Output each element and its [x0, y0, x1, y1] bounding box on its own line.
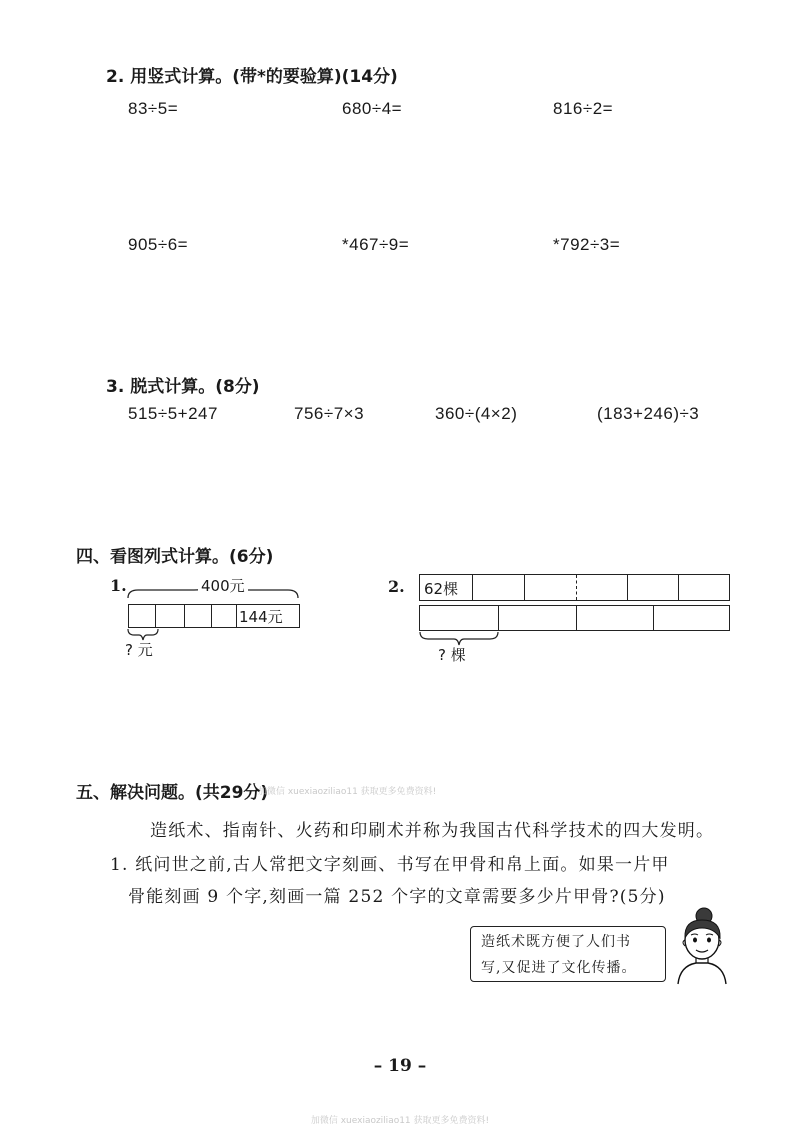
- diagram2-cell-divider: [524, 575, 525, 600]
- diagram1-bar: [128, 604, 300, 628]
- diagram1-total-label: 400元: [198, 575, 248, 596]
- problem-680-div-4: 680÷4=: [342, 99, 403, 118]
- diagram1-known-label: 144元: [239, 608, 283, 626]
- section4-title: 四、看图列式计算。(6分): [76, 547, 274, 567]
- expr-3: 360÷(4×2): [435, 404, 518, 423]
- diagram1-cell-divider: [236, 605, 237, 627]
- diagram2-cell-divider: [576, 575, 577, 600]
- section5-intro: 造纸术、指南针、火药和印刷术并称为我国古代科学技术的四大发明。: [150, 821, 715, 841]
- diagram2-number: 2.: [388, 577, 405, 596]
- problem-905-div-6: 905÷6=: [128, 235, 189, 254]
- speech-bubble-line2: 写,又促进了文化传播。: [481, 960, 637, 976]
- problem-83-div-5: 83÷5=: [128, 99, 179, 118]
- girl-illustration-icon: [666, 906, 736, 986]
- section3-title: 3. 脱式计算。(8分): [106, 377, 260, 397]
- expr-2: 756÷7×3: [294, 404, 365, 423]
- speech-bubble: [470, 926, 666, 982]
- problem-816-div-2: 816÷2=: [553, 99, 614, 118]
- speech-bubble-line1: 造纸术既方便了人们书: [481, 934, 631, 950]
- diagram2-bar-bottom: [419, 605, 730, 631]
- expr-4: (183+246)÷3: [597, 404, 700, 423]
- diagram2-cell-divider: [472, 575, 473, 600]
- diagram2-cell-divider: [627, 575, 628, 600]
- page-number: – 19 –: [373, 1056, 427, 1076]
- diagram1-cell-divider: [211, 605, 212, 627]
- diagram1-cell-divider: [155, 605, 156, 627]
- diagram2-known-label: 62棵: [424, 580, 459, 598]
- diagram1-unknown-label: ? 元: [125, 641, 153, 659]
- problem-467-div-9: *467÷9=: [342, 235, 410, 254]
- diagram2-cell-divider: [653, 606, 654, 630]
- diagram2-cell-divider: [576, 606, 577, 630]
- diagram2-cell-divider: [678, 575, 679, 600]
- expr-1: 515÷5+247: [128, 404, 218, 423]
- section5-title: 五、解决问题。(共29分): [76, 783, 269, 803]
- inline-watermark: 加微信 xuexiaoziliao11 获取更多免费资料!: [258, 787, 437, 797]
- diagram2-unknown-label: ? 棵: [438, 646, 466, 664]
- problem-792-div-3: *792÷3=: [553, 235, 621, 254]
- footer-watermark: 加微信 xuexiaoziliao11 获取更多免费资料!: [310, 1116, 490, 1126]
- section2-title: 2. 用竖式计算。(带*的要验算)(14分): [106, 67, 398, 87]
- diagram1-number: 1.: [110, 576, 127, 595]
- diagram2-cell-divider: [498, 606, 499, 630]
- question1-line2: 骨能刻画 9 个字,刻画一篇 252 个字的文章需要多少片甲骨?(5分): [128, 887, 666, 907]
- question1-line1: 1. 纸问世之前,古人常把文字刻画、书写在甲骨和帛上面。如果一片甲: [110, 855, 670, 875]
- diagram1-cell-divider: [184, 605, 185, 627]
- diagram2-bar-top: [419, 574, 730, 601]
